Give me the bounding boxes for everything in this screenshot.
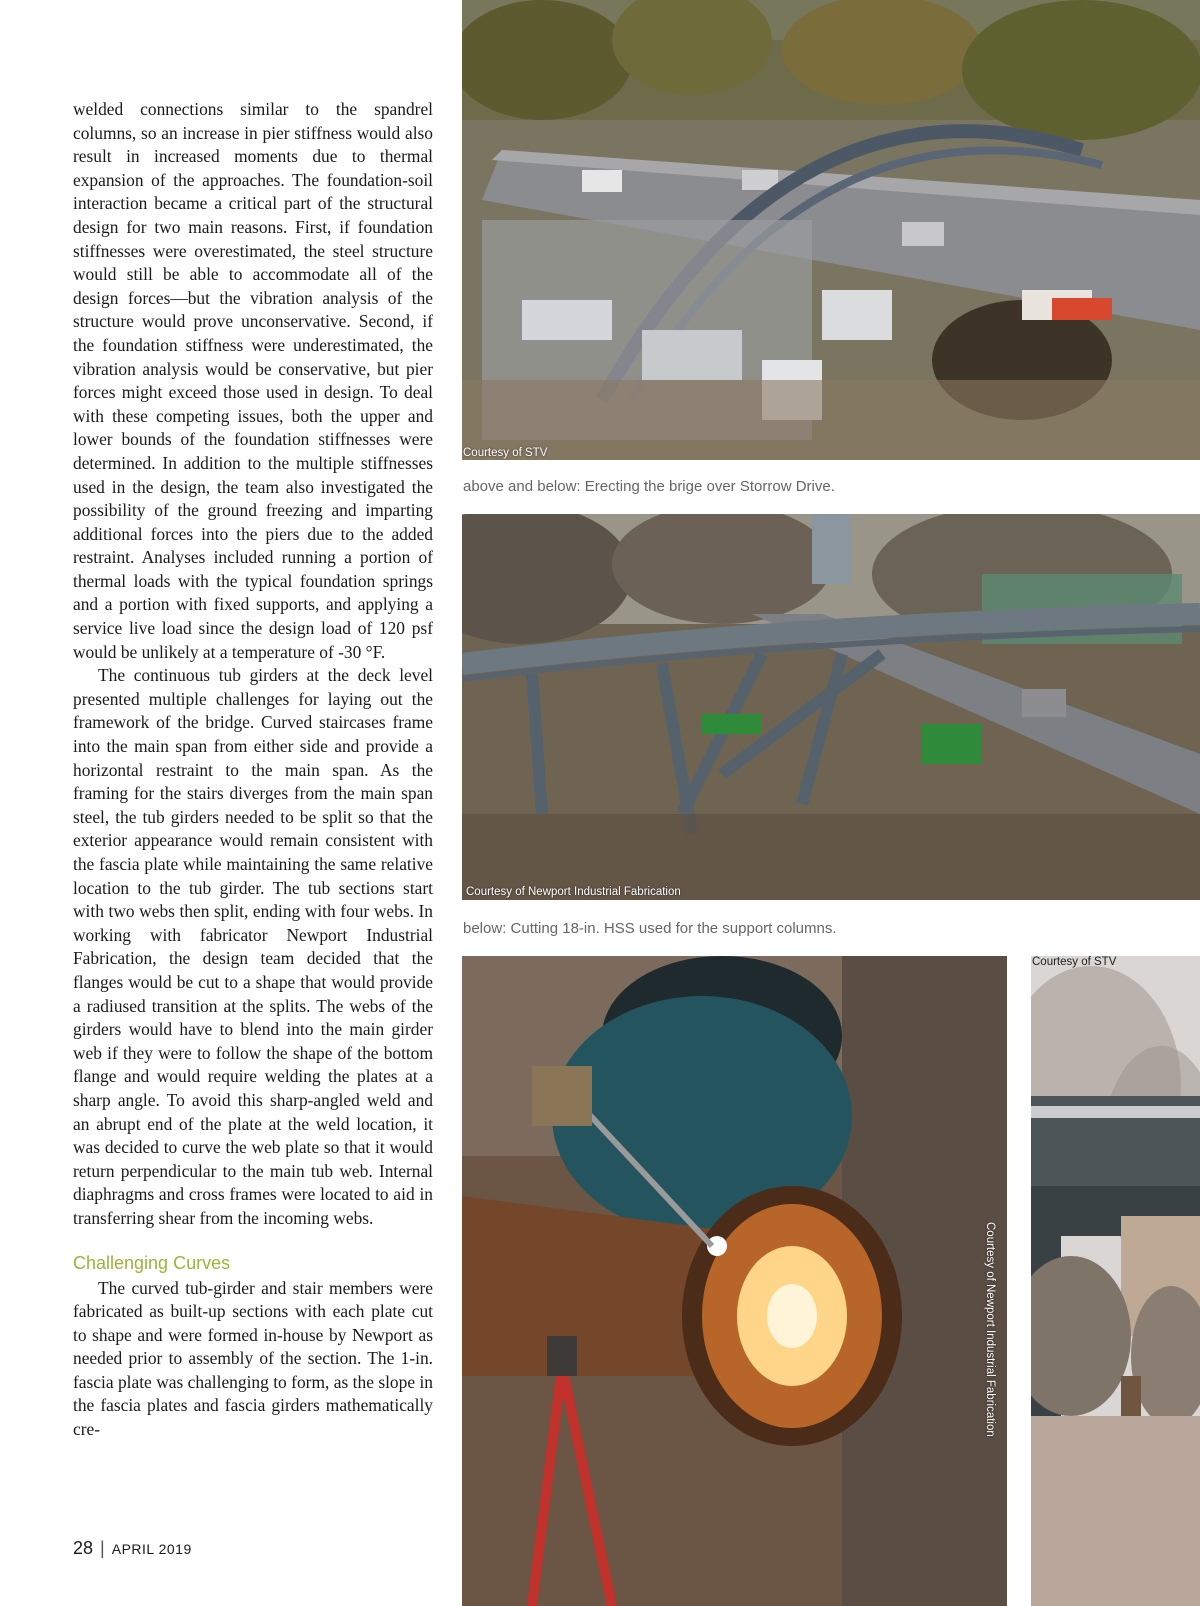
bridge-side-photo	[1031, 956, 1200, 1606]
photo-credit: Courtesy of Newport Industrial Fabrication	[466, 886, 681, 898]
page-number: 28	[73, 1538, 94, 1558]
article-paragraph: welded connections similar to the spandrel columns, so an increase in pier stiffness would also result in increased moments due to thermal expansion of the approaches. The foundation-soil interaction became a critical part of the structural design for two main reasons. First, if foundation stiffnesses were overestimated, the steel structure would still be able to accommodate all of the design forces—but the vibration analysis of the structure would prove unconservative. Second, if the foundation stiffness were underestimated, the vibration analysis would be conservative, but pier forces might exceed those used in design. To deal with these competing issues, both the upper and lower bounds of the foundation stiffnesses were determined. In addition to the multiple stiffnesses used in the design, the team also investigated the possibility of the ground freezing and imparting additional forces into the piers due to the added restraint. Analyses included running a portion of thermal loads with the typical foundation springs and a portion with fixed supports, and applying a service live load since the design load of 120 psf would be unlikely at a temperature of -30 °F.	[73, 99, 433, 662]
issue-date: APRIL 2019	[111, 1541, 192, 1557]
bridge-erection-photo-top	[462, 0, 1200, 460]
photo-caption: above and below: Erecting the brige over Storrow Drive.	[463, 478, 835, 495]
photo-credit: Courtesy of STV	[463, 447, 548, 459]
article-paragraph: The curved tub-girder and stair members were fabricated as built-up sections with each plate cut to shape and were formed in-house by Newport as needed prior to assembly of the section. The 1-in. fascia plate was challenging to form, as the slope in the fascia plates and fascia girders mathematically cre-	[73, 1277, 433, 1440]
photo-credit-vertical: Courtesy of Newport Industrial Fabrication	[984, 1222, 996, 1437]
pipe-cutting-photo	[462, 956, 1007, 1606]
bridge-erection-photo-middle	[462, 514, 1200, 900]
page-folio	[73, 1538, 192, 1559]
bridge-erection-photo-middle-image	[462, 514, 1200, 900]
photo-credit: Courtesy of STV	[1032, 956, 1117, 968]
section-heading: Challenging Curves	[73, 1252, 231, 1273]
pipe-cutting-photo-image	[462, 956, 1007, 1606]
article-paragraph: The continuous tub girders at the deck level presented multiple challenges for laying out the framework of the bridge. Curved staircases frame into the main span from either side and provide a horizontal restraint to the main span. As the framing for the stairs diverges from the main span steel, the tub girders needed to be split so that the exterior appearance would remain consistent with the fascia plate while maintaining the same relative location to the tub girder. The tub sections start with two webs then split, ending with four webs. In working with fabricator Newport Industrial Fabrication, the design team decided that the flanges would be cut to a shape that would provide a radiused transition at the splits. The webs of the girders would have to blend into the main girder web if they were to follow the shape of the bottom flange and would require welding the plates at a sharp angle. To avoid this sharp-angled weld and an abrupt end of the plate at the weld location, it was decided to curve the web plate so that it would return perpendicular to the main tub web. Internal diaphragms and cross frames were located to aid in transferring shear from the incoming webs.	[73, 665, 433, 1228]
folio-separator: |	[100, 1538, 105, 1558]
bridge-erection-photo-top-image	[462, 0, 1200, 460]
photo-caption: below: Cutting 18-in. HSS used for the support columns.	[463, 920, 837, 937]
article-body	[73, 98, 433, 1442]
bridge-side-photo-image	[1031, 956, 1200, 1606]
